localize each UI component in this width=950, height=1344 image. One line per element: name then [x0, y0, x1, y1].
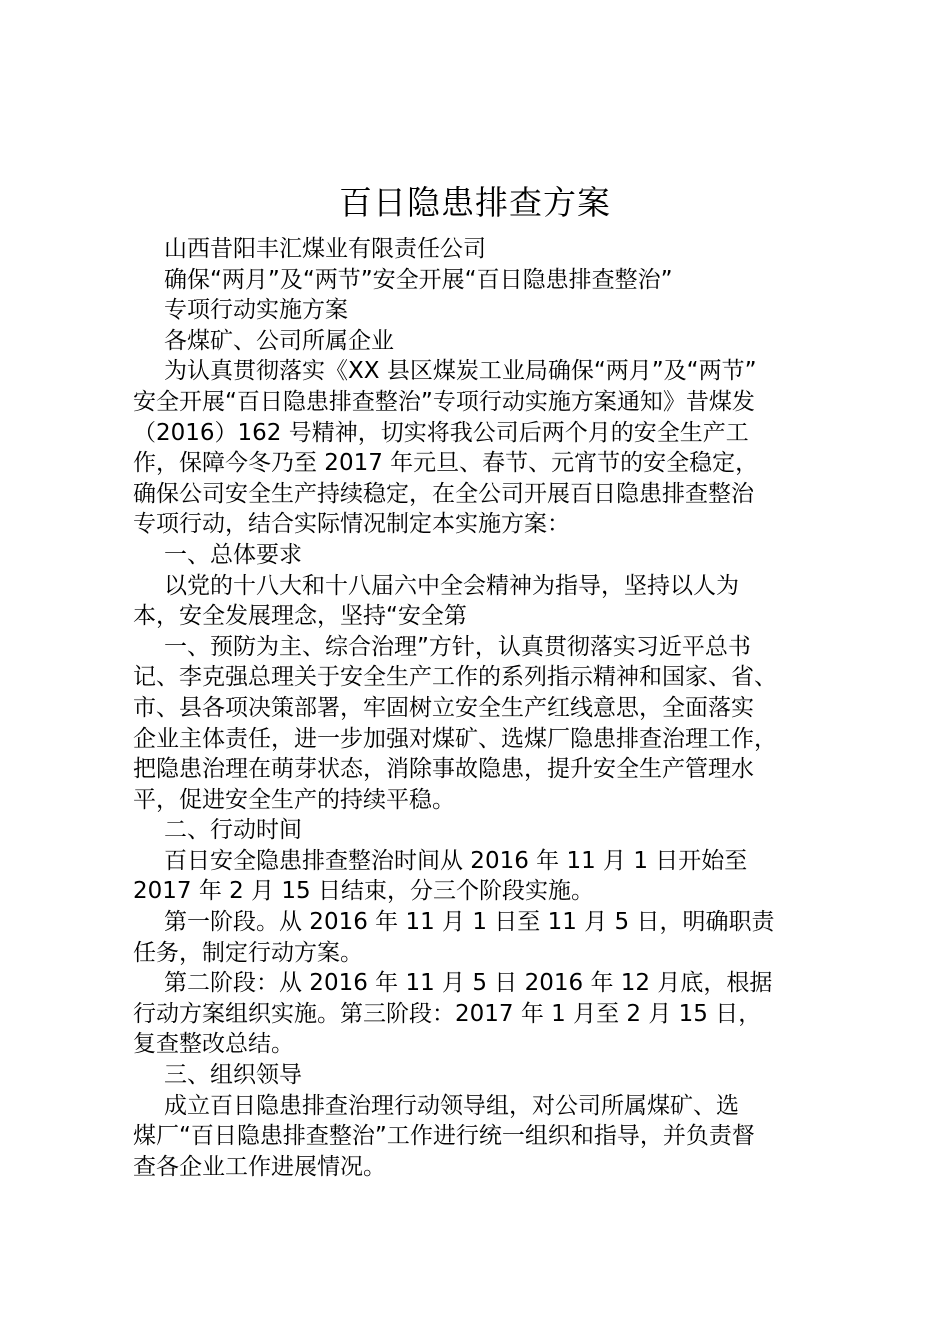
paragraph-line: 市、县各项决策部署，牢固树立安全生产红线意思，全面落实: [133, 694, 754, 721]
recipients-line: 各煤矿、公司所属企业: [164, 327, 394, 354]
paragraph-line: 为认真贯彻落实《XX 县区煤炭工业局确保“两月”及“两节”: [164, 358, 757, 385]
plan-subtitle-line-2: 专项行动实施方案: [164, 297, 348, 324]
paragraph-line: 以党的十八大和十八届六中全会精神为指导，坚持以人为: [164, 572, 739, 599]
phase-one-line: 第一阶段。从 2016 年 11 月 1 日至 11 月 5 日，明确职责: [164, 909, 775, 936]
paragraph-line: 2017 年 2 月 15 日结束，分三个阶段实施。: [133, 878, 594, 905]
paragraph-line: 把隐患治理在萌芽状态，消除事故隐患，提升安全生产管理水: [133, 756, 754, 783]
paragraph-line: 企业主体责任，进一步加强对煤矿、选煤厂隐患排查治理工作，: [133, 725, 777, 752]
plan-subtitle-line-1: 确保“两月”及“两节”安全开展“百日隐患排查整治”: [164, 266, 673, 293]
document-body: [133, 234, 833, 1182]
phase-three-line: 复查整改总结。: [133, 1031, 294, 1058]
paragraph-line: 安全开展“百日隐患排查整治”专项行动实施方案通知》昔煤发: [133, 388, 755, 415]
paragraph-line: 煤厂“百日隐患排查整治”工作进行统一组织和指导，并负责督: [133, 1123, 755, 1150]
paragraph-line: 平，促进安全生产的持续平稳。: [133, 786, 455, 813]
section-heading-organization: 三、组织领导: [164, 1062, 302, 1089]
paragraph-line: 百日安全隐患排查整治时间从 2016 年 11 月 1 日开始至: [164, 847, 748, 874]
section-heading-general-requirements: 一、总体要求: [164, 541, 302, 568]
paragraph-line: 确保公司安全生产持续稳定，在全公司开展百日隐患排查整治: [133, 480, 754, 507]
phase-one-line: 任务，制定行动方案。: [133, 939, 363, 966]
phase-two-line: 第二阶段：从 2016 年 11 月 5 日 2016 年 12 月底，根据: [164, 970, 773, 997]
paragraph-line: 查各企业工作进展情况。: [133, 1153, 386, 1180]
paragraph-line: 记、李克强总理关于安全生产工作的系列指示精神和国家、省、: [133, 664, 777, 691]
paragraph-line: 成立百日隐患排查治理行动领导组，对公司所属煤矿、选: [164, 1092, 739, 1119]
paragraph-line: 专项行动，结合实际情况制定本实施方案：: [133, 511, 570, 538]
paragraph-line: 本，安全发展理念，坚持“安全第: [133, 603, 467, 630]
paragraph-line: 一、预防为主、综合治理”方针，认真贯彻落实习近平总书: [164, 633, 751, 660]
section-heading-action-time: 二、行动时间: [164, 817, 302, 844]
company-name-line: 山西昔阳丰汇煤业有限责任公司: [164, 236, 486, 262]
document-title: 百日隐患排查方案: [339, 183, 611, 222]
paragraph-line: 作，保障今冬乃至 2017 年元旦、春节、元宵节的安全稳定，: [133, 450, 759, 477]
phase-three-line: 行动方案组织实施。第三阶段：2017 年 1 月至 2 月 15 日，: [133, 1000, 762, 1027]
paragraph-line: （2016）162 号精神，切实将我公司后两个月的安全生产工: [133, 419, 749, 446]
